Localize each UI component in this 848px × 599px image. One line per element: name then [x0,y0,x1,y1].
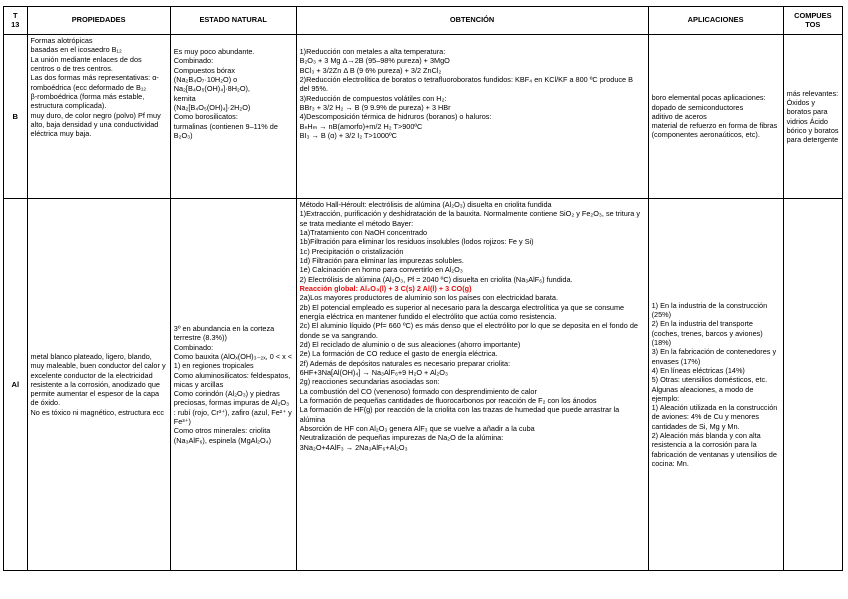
obtencion-al-line: 2d) El reciclado de aluminio o de sus aleaciones (ahorro importante) [299,339,521,349]
obtencion-al-line: Método Hall-Héroult: electrólisis de alúmina (Al₂O₃) disuelta en criolita fundida [299,200,552,209]
header-row [4,7,843,35]
obtencion-al-line: Absorción de HF con Al₂O₃ genera AlF₃ que se vuelve a añadir a la cuba [299,423,535,433]
obtencion-boro-line: 3)Reducción de compuestos volátiles con H₂: [299,93,447,103]
obtencion-boro-line: BBr₃ + 3/2 H₂ → B (9 9.9% de pureza) + 3 HBr [299,102,451,112]
obtencion-al-line: La formación de pequeñas cantidades de fluorocarbonos por reacción de F₂ con los ánodos [299,395,597,405]
header-t13: T 13 [4,7,28,35]
obtencion-boro-line: B₂O₃ + 3 Mg Δ→2B (95–98% pureza) + 3MgO [299,56,450,66]
estado-natural-aluminio: 3º en abundancia en la corteza terrestre (8.3%)) Combinado: Como bauxita (AlOₓ(OH)₃₋₂ₓ, 0 < x < 1) en regiones tropicales Como aluminosilicatos: feldespatos, micas y arcillas Como corindón (Al₂O₃) y piedras preciosas, formas impuras de Al₂O₃ : rubí (rojo, Cr³⁺), zafiro (azul, Fe²⁺ y Fe³⁺) Como otros minerales: criolita (Na₃AlF₆), espinela (MgAl₂O₄) [170,199,296,571]
obtencion-al-line: 2a)Los mayores productores de aluminio son los países con electricidad barata. [299,293,558,303]
obtencion-aluminio [296,199,648,571]
header-propiedades: PROPIEDADES [27,7,170,35]
table-row-aluminio [4,199,843,571]
obtencion-al-line: 1)Extracción, purificación y deshidratación de la bauxita. Normalmente contiene SiO₂ y Fe₂O₃, se tritura y se trata mediante el método Bayer: [299,209,641,228]
obtencion-al-line: 2) Electrólisis de alúmina (Al₂O₃, Pf = 2040 ºC) disuelta en criolita (Na₃AlF₆) fundida. [299,274,573,284]
compuestos-boro: más relevantes: Óxidos y boratos para vidrios Ácido bórico y boratos para detergente [783,35,842,199]
header-estado-natural: ESTADO NATURAL [170,7,296,35]
header-aplicaciones: APLICACIONES [648,7,783,35]
obtencion-al-line: 1c) Precipitación o cristalización [299,246,404,256]
obtencion-boro [296,35,648,199]
obtencion-al-line: 2f) Además de depósitos naturales es necesario preparar criolita: [299,358,511,368]
obtencion-al-line: 2e) La formación de CO reduce el gasto de energía eléctrica. [299,349,498,359]
element-symbol-b: B [4,35,28,199]
properties-table [3,6,843,571]
propiedades-boro: Formas alotrópicas basadas en el icosaedro B₁₂ La unión mediante enlaces de dos centros o de tres centros. Las dos formas más representativas: α-romboédrica (ecc deformado de B₁₂ β-romboédrica (forma más estable, estructura complicada). muy duro, de color negro (polvo) Pf muy alto, baja densidad y una conductividad eléctrica muy baja. [27,35,170,199]
obtencion-al-line: 2c) El aluminio líquido (Pf= 660 ºC) es más denso que el electrólito por lo que se deposita en el fondo de donde se va sangrando. [299,321,638,340]
obtencion-boro-line: 2)Reducción electrolítica de boratos o tetrafluoroboratos fundidos: KBF₄ en KCl/KF a 800 ºC produce B del 95%. [299,74,633,94]
obtencion-al-line: 2g) reacciones secundarias asociadas son: [299,377,440,387]
aplicaciones-boro: boro elemental pocas aplicaciones: dopado de semiconductores aditivo de aceros material de refuerzo en forma de fibras (componentes aeronaúticos, etc). [648,35,783,199]
table-row-boro [4,35,843,199]
obtencion-al-line: 1a)Tratamiento con NaOH concentrado [299,227,428,237]
header-compuestos: COMPUES TOS [783,7,842,35]
propiedades-aluminio: metal blanco plateado, ligero, blando, muy maleable, buen conductor del calor y excelente conductor de la electricidad resistente a la corrosión, anodizado que permite aumentar el espesor de la capa de óxido. No es tóxico ni magnético, estructura ecc [27,199,170,571]
obtencion-al-line: La formación de HF(g) por reacción de la criolita con las trazas de humedad que puede arrastrar la alúmina [299,405,620,424]
element-symbol-al: Al [4,199,28,571]
obtencion-al-line: 1e) Calcinación en horno para convertirlo en Al₂O₃ [299,265,463,275]
obtencion-al-line: La combustión del CO (venenoso) formado con desprendimiento de calor [299,386,537,396]
reaccion-global-line: Reacción global: Al₂O₃(l) + 3 C(s) 2 Al(l) + 3 CO(g) [299,283,472,293]
obtencion-boro-line: BI₃ → B (α) + 3/2 I₂ T>1000ºC [299,130,397,140]
obtencion-boro-line: BCl₃ + 3/2Zn Δ B (9 6% pureza) + 3/2 ZnCl₂ [299,65,442,75]
obtencion-al-line: 3Na₂O+4AlF₃ → 2Na₃AlF₆+Al₂O₃ [299,442,408,452]
obtencion-al-line: Neutralización de pequeñas impurezas de Na₂O de la alúmina: [299,433,504,443]
obtencion-boro-line: 4)Descomposición térmica de hidruros (boranos) o haluros: [299,112,492,122]
estado-natural-boro: Es muy poco abundante. Combinado: Compuestos bórax (Na₂B₄O₇·10H₂O) o Na₂[B₄O₅(OH)₄]·8H₂O), kernita (Na₂[B₄O₅(OH)₄]·2H₂O) Como borosilicatos: turmalinas (contienen 9–11% de B₂O₃) [170,35,296,199]
obtencion-al-line: 2b) El potencial empleado es superior al necesario para la descarga electrolítica ya que se consume energía eléctrica en mantener fundido el electrólito que actúa como resistencia. [299,302,625,321]
header-obtencion: OBTENCIÓN [296,7,648,35]
obtencion-boro-line: BₙHₘ → nB(amorfo)+m/2 H₂ T>900ºC [299,121,423,131]
obtencion-al-line: 1d) Filtración para eliminar las impurezas solubles. [299,255,464,265]
aplicaciones-aluminio: 1) En la industria de la construcción (25%) 2) En la industria del transporte (coches, trenes, barcos y aviones) (18%) 3) En la fabricación de contenedores y envases (17%) 4) En líneas eléctricas (14%) 5) Otras: utensilios domésticos, etc. Algunas aleaciones, a modo de ejemplo: 1) Aleación utilizada en la construcción de aviones: 4% de Cu y menores cantidades de Si, Mg y Mn. 2) Aleación más blanda y con alta resistencia a la corrosión para la fabricación de ventanas y utensilios de cocina: Mn. [648,199,783,571]
compuestos-aluminio [783,199,842,571]
obtencion-boro-line: 1)Reducción con metales a alta temperatura: [299,47,446,56]
obtencion-al-line: 1b)Filtración para eliminar los residuos insolubles (lodos rojizos: Fe y Si) [299,237,534,247]
obtencion-al-line: 6HF+3Na[Al(OH)₄] → Na₃AlF₆+9 H₂O + Al₂O₃ [299,367,448,377]
